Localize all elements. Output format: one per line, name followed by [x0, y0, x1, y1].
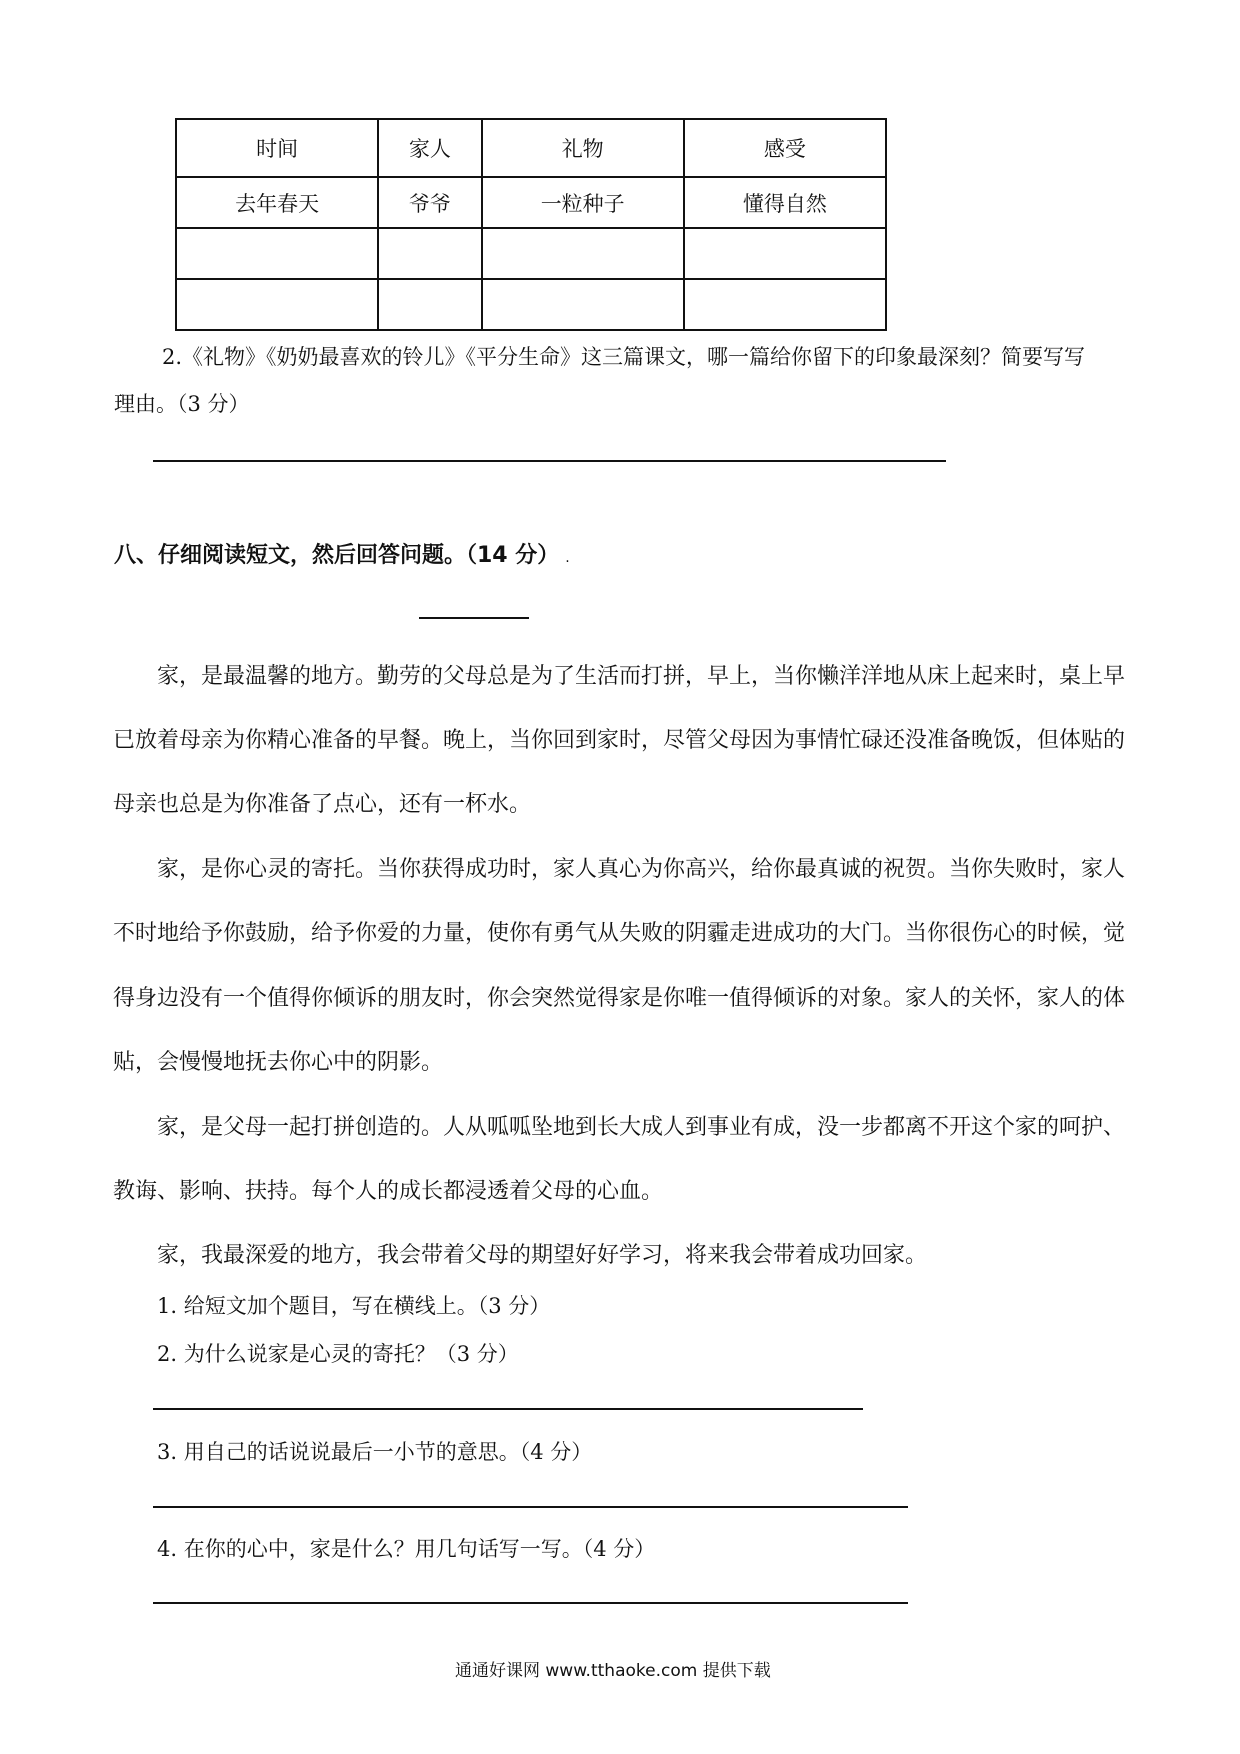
answer-line[interactable] [153, 1506, 908, 1508]
table-header-cell: 礼物 [482, 119, 684, 177]
table-cell: 懂得自然 [684, 177, 886, 228]
question-text: 2.《礼物》《奶奶最喜欢的铃儿》《平分生命》这三篇课文，哪一篇给你留下的印象最深刻？简要写写 [162, 345, 1086, 369]
page-footer: 通通好课网 www.tthaoke.com 提供下载 [455, 1661, 771, 1681]
title-blank-line[interactable] [419, 617, 529, 619]
table-header-row [176, 119, 886, 177]
answer-line[interactable] [153, 460, 946, 462]
question-text: 3. 用自己的话说说最后一小节的意思。（4 分） [157, 1440, 593, 1464]
table-header-cell: 感受 [684, 119, 886, 177]
question-text: 2. 为什么说家是心灵的寄托？（3 分） [157, 1342, 519, 1366]
question-text: 4. 在你的心中，家是什么？用几句话写一写。（4 分） [157, 1537, 656, 1561]
passage-line: 得身边没有一个值得你倾诉的朋友时，你会突然觉得家是你唯一值得倾诉的对象。家人的关怀，家人的体 [113, 986, 1126, 1011]
passage-line: 已放着母亲为你精心准备的早餐。晚上，当你回到家时，尽管父母因为事情忙碌还没准备晚饭，但体贴的 [113, 728, 1126, 753]
table-blank-cell[interactable] [482, 279, 684, 330]
question-text: 1. 给短文加个题目，写在横线上。（3 分） [157, 1294, 551, 1318]
table-cell: 爷爷 [378, 177, 481, 228]
table-blank-cell[interactable] [378, 228, 481, 279]
table-blank-cell[interactable] [684, 279, 886, 330]
table-blank-cell[interactable] [684, 228, 886, 279]
passage-line: 母亲也总是为你准备了点心，还有一杯水。 [113, 792, 532, 817]
question-text: 理由。（3 分） [114, 392, 250, 416]
passage-line: 教诲、影响、扶持。每个人的成长都浸透着父母的心血。 [113, 1179, 664, 1204]
table-blank-cell[interactable] [176, 279, 378, 330]
passage-line: 家，我最深爱的地方，我会带着父母的期望好好学习，将来我会带着成功回家。 [157, 1243, 928, 1268]
table-blank-row [176, 228, 886, 279]
passage-line: 贴，会慢慢地抚去你心中的阴影。 [113, 1050, 444, 1075]
passage-line: 不时地给予你鼓励，给予你爱的力量，使你有勇气从失败的阴霾走进成功的大门。当你很伤心的时候，觉 [113, 921, 1126, 946]
passage-line: 家，是父母一起打拼创造的。人从呱呱坠地到长大成人到事业有成，没一步都离不开这个家的呵护、 [157, 1115, 1126, 1140]
answer-line[interactable] [153, 1408, 863, 1410]
table-header-cell: 家人 [378, 119, 481, 177]
table-blank-cell[interactable] [378, 279, 481, 330]
table-blank-row [176, 279, 886, 330]
info-table [175, 118, 887, 331]
table-row [176, 177, 886, 228]
section-title: 八、仔细阅读短文，然后回答问题。（14 分） [114, 543, 560, 568]
table-cell: 去年春天 [176, 177, 378, 228]
table-blank-cell[interactable] [482, 228, 684, 279]
table-blank-cell[interactable] [176, 228, 378, 279]
answer-line[interactable] [153, 1602, 908, 1604]
table-header-cell: 时间 [176, 119, 378, 177]
passage-line: 家，是你心灵的寄托。当你获得成功时，家人真心为你高兴，给你最真诚的祝贺。当你失败时，家人 [157, 857, 1126, 882]
table-cell: 一粒种子 [482, 177, 684, 228]
section-heading [114, 538, 570, 569]
passage-line: 家，是最温馨的地方。勤劳的父母总是为了生活而打拼，早上，当你懒洋洋地从床上起来时，桌上早 [157, 664, 1126, 689]
trailing-mark: . [565, 550, 570, 566]
